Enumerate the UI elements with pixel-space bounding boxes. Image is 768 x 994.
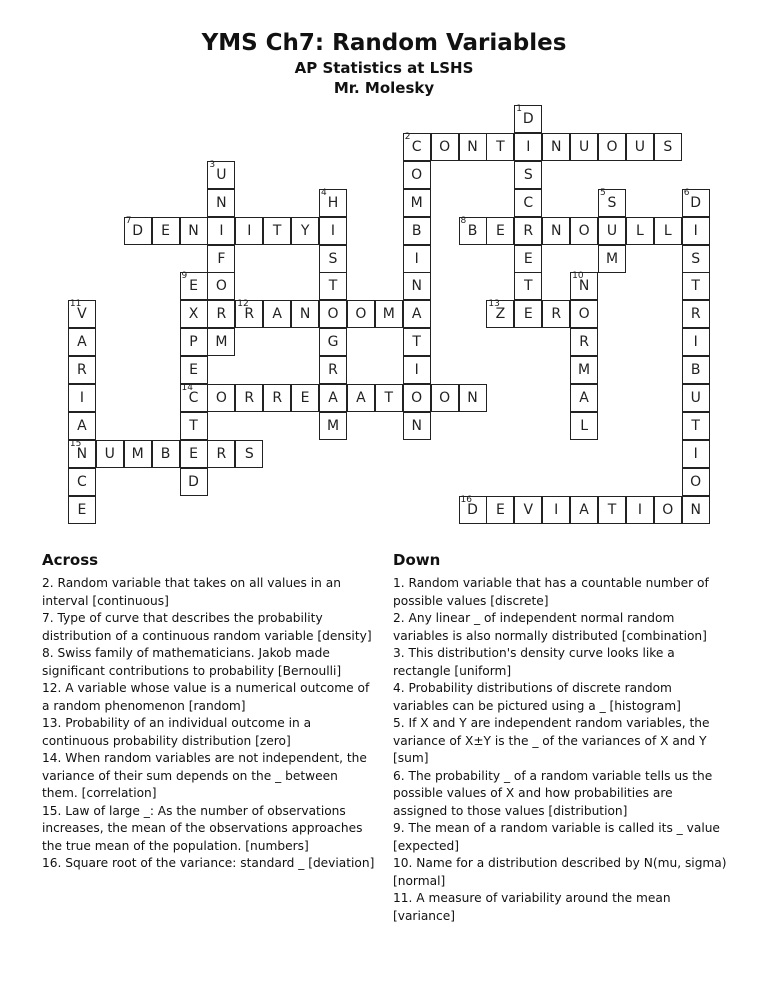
clue-number: 10 <box>572 271 584 282</box>
grid-cell[interactable] <box>459 496 487 524</box>
grid-cell[interactable] <box>682 412 710 440</box>
grid-cell[interactable] <box>96 440 124 468</box>
grid-cell[interactable] <box>403 161 431 189</box>
grid-cell[interactable] <box>598 245 626 273</box>
grid-cell[interactable] <box>459 217 487 245</box>
cell-letter: F <box>217 250 226 267</box>
grid-cell[interactable] <box>570 300 598 328</box>
grid-cell[interactable] <box>459 133 487 161</box>
grid-cell[interactable] <box>263 300 291 328</box>
cell-letter: N <box>550 222 562 239</box>
across-heading: Across <box>42 551 99 569</box>
cell-letter: B <box>411 222 422 239</box>
grid-cell[interactable] <box>180 356 208 384</box>
cell-letter: S <box>244 445 254 462</box>
grid-cell[interactable] <box>403 133 431 161</box>
grid-cell[interactable] <box>207 328 235 356</box>
grid-cell[interactable] <box>319 384 347 412</box>
grid-cell[interactable] <box>542 300 570 328</box>
cell-letter: I <box>693 222 698 239</box>
clue-number: 14 <box>181 383 193 393</box>
cell-letter: U <box>104 445 115 462</box>
grid-cell[interactable] <box>682 384 710 412</box>
cell-letter: V <box>77 306 87 323</box>
grid-cell[interactable] <box>124 217 152 245</box>
grid-cell[interactable] <box>486 300 514 328</box>
grid-cell[interactable] <box>263 384 291 412</box>
grid-cell[interactable] <box>207 161 235 189</box>
grid-cell[interactable] <box>486 133 514 161</box>
grid-cell[interactable] <box>682 328 710 356</box>
cell-letter: O <box>578 222 590 239</box>
grid-cell[interactable] <box>486 217 514 245</box>
grid-cell[interactable] <box>514 189 542 217</box>
cell-letter: C <box>77 473 87 490</box>
grid-cell[interactable] <box>68 300 96 328</box>
cell-letter: D <box>132 222 144 239</box>
grid-cell[interactable] <box>207 440 235 468</box>
cell-letter: G <box>327 334 339 351</box>
grid-cell[interactable] <box>403 384 431 412</box>
across-clue: 8. Swiss family of mathematicians. Jakob made significant contributions to probability [Bernoulli] <box>42 646 342 678</box>
cell-letter: V <box>523 501 534 518</box>
grid-cell[interactable] <box>180 217 208 245</box>
cell-letter: B <box>467 222 478 239</box>
cell-letter: I <box>247 222 252 239</box>
grid-cell[interactable] <box>459 384 487 412</box>
cell-letter: T <box>496 138 505 155</box>
cell-letter: U <box>690 390 701 406</box>
cell-letter: A <box>272 306 282 323</box>
down-clue: 10. Name for a distribution described by N(mu, sigma) [normal] <box>393 856 727 888</box>
grid-cell[interactable] <box>626 217 654 245</box>
grid-cell[interactable] <box>68 356 96 384</box>
across-clue: 13. Probability of an individual outcome in a continuous probability distribution [zero] <box>42 716 312 748</box>
grid-cell[interactable] <box>180 412 208 440</box>
grid-cell[interactable] <box>235 384 263 412</box>
grid-cell[interactable] <box>682 440 710 468</box>
grid-cell[interactable] <box>431 133 459 161</box>
grid-cell[interactable] <box>403 272 431 300</box>
across-clue-list <box>42 575 377 873</box>
cell-letter: R <box>216 306 227 323</box>
cell-letter: A <box>411 306 422 323</box>
cell-letter: D <box>467 501 478 518</box>
grid-cell[interactable] <box>180 328 208 356</box>
down-clue: 11. A measure of variability around the mean [variance] <box>393 891 671 923</box>
cell-letter: O <box>411 390 423 406</box>
cell-letter: E <box>161 222 171 239</box>
cell-letter: T <box>384 390 394 406</box>
across-clue: 15. Law of large _: As the number of observations increases, the mean of the observations approaches the true mean of the population. [numbers] <box>42 803 363 853</box>
grid-cell[interactable] <box>403 300 431 328</box>
grid-cell[interactable] <box>682 356 710 384</box>
cell-letter: R <box>523 222 534 239</box>
grid-cell[interactable] <box>207 272 235 300</box>
grid-cell[interactable] <box>570 328 598 356</box>
grid-cell[interactable] <box>626 496 654 524</box>
cell-letter: E <box>77 501 87 518</box>
grid-cell[interactable] <box>570 412 598 440</box>
page-title: YMS Ch7: Random Variables <box>201 30 567 56</box>
cell-letter: O <box>690 473 702 490</box>
grid-cell[interactable] <box>207 189 235 217</box>
cell-letter: O <box>606 138 618 155</box>
cell-letter: A <box>579 390 589 406</box>
grid-cell[interactable] <box>319 189 347 217</box>
grid-cell[interactable] <box>235 440 263 468</box>
author-name: Mr. Molesky <box>333 79 435 97</box>
grid-cell[interactable] <box>403 356 431 384</box>
grid-cell[interactable] <box>570 217 598 245</box>
grid-cell[interactable] <box>180 468 208 496</box>
grid-cell[interactable] <box>598 496 626 524</box>
cell-letter: M <box>578 362 591 379</box>
down-clue: 3. This distribution's density curve looks like a rectangle [uniform] <box>393 646 675 678</box>
grid-cell[interactable] <box>682 300 710 328</box>
cell-letter: B <box>690 362 701 379</box>
cell-letter: I <box>414 362 419 379</box>
grid-cell[interactable] <box>347 300 375 328</box>
cell-letter: N <box>578 278 590 295</box>
grid-cell[interactable] <box>682 189 710 217</box>
grid-cell[interactable] <box>570 356 598 384</box>
grid-cell[interactable] <box>235 217 263 245</box>
cell-letter: N <box>188 222 199 239</box>
cell-letter: M <box>410 194 423 211</box>
grid-cell[interactable] <box>291 300 319 328</box>
grid-cell[interactable] <box>319 300 347 328</box>
cell-letter: U <box>606 222 618 239</box>
down-clue: 6. The probability _ of a random variable tells us the possible values of X and how probabilities are assigned to those values [distribution] <box>393 768 713 818</box>
cell-letter: A <box>328 390 338 406</box>
grid-cell[interactable] <box>598 133 626 161</box>
cell-letter: I <box>526 138 531 155</box>
grid-cell[interactable] <box>180 272 208 300</box>
cell-letter: Y <box>300 222 310 239</box>
down-clue-list <box>393 575 728 925</box>
cell-letter: T <box>524 278 533 295</box>
cell-letter: N <box>299 306 311 323</box>
cell-letter: B <box>160 445 171 462</box>
grid-cell[interactable] <box>180 384 208 412</box>
cell-letter: O <box>215 390 227 406</box>
grid-cell[interactable] <box>124 440 152 468</box>
cell-letter: I <box>414 250 419 267</box>
grid-cell[interactable] <box>542 217 570 245</box>
grid-cell[interactable] <box>654 217 682 245</box>
cell-letter: T <box>691 278 700 295</box>
cell-letter: E <box>189 445 198 462</box>
grid-cell[interactable] <box>68 412 96 440</box>
cell-letter: M <box>131 445 144 462</box>
cell-letter: E <box>495 222 505 239</box>
cell-letter: L <box>635 222 644 239</box>
grid-cell[interactable] <box>403 245 431 273</box>
cell-letter: R <box>551 306 562 323</box>
down-heading: Down <box>393 551 441 569</box>
grid-cell[interactable] <box>152 440 180 468</box>
grid-cell[interactable] <box>598 217 626 245</box>
cell-letter: O <box>578 306 590 323</box>
grid-cell[interactable] <box>570 272 598 300</box>
across-clue: 14. When random variables are not independent, the variance of their sum depends on the _ between them. [correlation] <box>42 751 367 800</box>
grid-cell[interactable] <box>319 245 347 273</box>
cell-letter: C <box>188 390 199 406</box>
grid-cell[interactable] <box>207 384 235 412</box>
cell-letter: R <box>244 390 255 406</box>
cell-letter: N <box>467 138 478 155</box>
grid-cell[interactable] <box>514 245 542 273</box>
grid-cell[interactable] <box>319 272 347 300</box>
clue-number: 16 <box>460 494 472 505</box>
down-clue: 5. If X and Y are independent random variables, the variance of X±Y is the _ of the variances of X and Y [sum] <box>393 716 710 765</box>
across-clue: 2. Random variable that takes on all values in an interval [continuous] <box>42 576 341 608</box>
grid-cell[interactable] <box>235 300 263 328</box>
cell-letter: E <box>523 250 533 267</box>
grid-cell[interactable] <box>319 217 347 245</box>
cell-letter: R <box>244 306 255 323</box>
cell-letter: O <box>215 278 227 295</box>
cell-letter: A <box>77 334 87 351</box>
grid-cell[interactable] <box>68 328 96 356</box>
down-clue: 4. Probability distributions of discrete random variables can be pictured using a _ [histogram] <box>393 681 681 713</box>
cell-letter: A <box>579 501 589 518</box>
cell-letter: N <box>411 278 422 295</box>
grid-cell[interactable] <box>598 189 626 217</box>
cell-letter: X <box>188 306 199 323</box>
cell-letter: R <box>579 334 589 351</box>
grid-cell[interactable] <box>682 468 710 496</box>
cell-letter: T <box>328 278 338 295</box>
cell-letter: T <box>691 417 700 434</box>
clue-number: 6 <box>683 187 690 198</box>
grid-cell[interactable] <box>207 217 235 245</box>
cell-letter: T <box>412 334 421 351</box>
grid-cell[interactable] <box>207 245 235 273</box>
clue-number: 15 <box>69 438 82 449</box>
cell-letter: R <box>272 390 283 406</box>
grid-cell[interactable] <box>682 496 710 524</box>
grid-cell[interactable] <box>403 328 431 356</box>
grid-cell[interactable] <box>431 384 459 412</box>
cell-letter: D <box>690 194 702 211</box>
cell-letter: O <box>662 501 674 518</box>
grid-cell[interactable] <box>542 496 570 524</box>
cell-letter: O <box>411 166 423 183</box>
cell-letter: N <box>690 501 701 518</box>
cell-letter: C <box>411 138 422 155</box>
grid-cell[interactable] <box>682 217 710 245</box>
down-clues <box>393 551 728 925</box>
cell-letter: S <box>523 166 533 183</box>
clue-number: 4 <box>321 187 327 198</box>
cell-letter: N <box>216 194 227 211</box>
grid-cell[interactable] <box>68 496 96 524</box>
cell-letter: E <box>189 362 198 379</box>
grid-cell[interactable] <box>319 412 347 440</box>
cell-letter: M <box>215 334 228 351</box>
cell-letter: N <box>411 417 422 434</box>
grid-cell[interactable] <box>570 496 598 524</box>
across-clue: 16. Square root of the variance: standard _ [deviation] <box>42 856 375 870</box>
cell-letter: E <box>300 390 310 406</box>
cell-letter: O <box>439 138 451 155</box>
cell-letter: E <box>189 278 198 295</box>
clue-number: 12 <box>237 299 249 310</box>
grid-cell[interactable] <box>319 356 347 384</box>
grid-cell[interactable] <box>291 217 319 245</box>
cell-letter: T <box>607 501 617 518</box>
down-clue: 9. The mean of a random variable is called its _ value [expected] <box>393 821 720 853</box>
grid-cell[interactable] <box>152 217 180 245</box>
grid-cell[interactable] <box>654 496 682 524</box>
cell-letter: R <box>690 306 701 323</box>
grid-cell[interactable] <box>403 412 431 440</box>
cell-letter: C <box>523 194 534 211</box>
cell-letter: S <box>328 250 338 267</box>
grid-cell[interactable] <box>542 133 570 161</box>
grid-cell[interactable] <box>514 133 542 161</box>
clue-number: 2 <box>404 131 411 142</box>
clue-number: 13 <box>488 299 500 310</box>
grid-cell[interactable] <box>514 272 542 300</box>
grid-cell[interactable] <box>654 133 682 161</box>
grid-cell[interactable] <box>291 384 319 412</box>
cell-letter: A <box>77 417 87 434</box>
cell-letter: E <box>523 306 533 323</box>
cell-letter: R <box>216 445 227 462</box>
page-subtitle: AP Statistics at LSHS <box>294 59 474 77</box>
grid-cell[interactable] <box>375 384 403 412</box>
cell-letter: O <box>439 390 451 406</box>
cell-letter: P <box>189 334 198 351</box>
clue-number: 11 <box>69 299 82 310</box>
cell-letter: U <box>216 166 227 183</box>
cell-letter: T <box>272 222 282 239</box>
grid-cell[interactable] <box>626 133 654 161</box>
grid-cell[interactable] <box>514 105 542 133</box>
grid-cell[interactable] <box>180 300 208 328</box>
grid-cell[interactable] <box>68 468 96 496</box>
across-clues <box>42 551 377 873</box>
cell-letter: A <box>356 390 366 406</box>
cell-letter: S <box>607 194 617 211</box>
cell-letter: O <box>327 306 339 323</box>
cell-letter: N <box>467 390 478 406</box>
grid-cell[interactable] <box>570 133 598 161</box>
down-clue: 1. Random variable that has a countable number of possible values [discrete] <box>393 576 709 608</box>
grid-cell[interactable] <box>207 300 235 328</box>
cell-letter: Z <box>495 306 506 323</box>
cell-letter: U <box>634 138 646 155</box>
cell-letter: N <box>76 445 88 462</box>
clue-number: 5 <box>600 187 606 198</box>
cell-letter: S <box>663 138 673 155</box>
cell-letter: U <box>578 138 590 155</box>
cell-letter: D <box>522 111 534 127</box>
across-clue: 7. Type of curve that describes the probability distribution of a continuous random variable [density] <box>42 611 372 643</box>
clue-number: 3 <box>209 159 216 170</box>
cell-letter: M <box>382 306 395 323</box>
cell-letter: S <box>691 250 701 267</box>
grid-cell[interactable] <box>403 217 431 245</box>
grid-cell[interactable] <box>403 189 431 217</box>
clue-number: 8 <box>460 215 467 226</box>
cell-letter: R <box>328 362 338 379</box>
cell-letter: I <box>693 445 698 462</box>
cell-letter: I <box>330 222 336 239</box>
grid-cell[interactable] <box>319 328 347 356</box>
grid-cell[interactable] <box>263 217 291 245</box>
grid-cell[interactable] <box>375 300 403 328</box>
clue-number: 1 <box>516 104 523 114</box>
cell-letter: I <box>79 390 84 406</box>
cell-letter: N <box>550 138 562 155</box>
clue-number: 9 <box>181 271 188 282</box>
cell-letter: R <box>77 362 87 379</box>
grid-cell[interactable] <box>68 440 96 468</box>
cell-letter: M <box>326 417 340 434</box>
cell-letter: H <box>327 194 339 211</box>
cell-letter: O <box>355 306 367 323</box>
across-clue: 12. A variable whose value is a numerical outcome of a random phenomenon [random] <box>42 681 370 713</box>
cell-letter: I <box>637 501 642 518</box>
grid-cell[interactable] <box>514 300 542 328</box>
grid-cell[interactable] <box>682 272 710 300</box>
grid-cell[interactable] <box>180 440 208 468</box>
grid-cell[interactable] <box>514 217 542 245</box>
cell-letter: E <box>495 501 505 518</box>
grid-cell[interactable] <box>682 245 710 273</box>
cell-letter: I <box>554 501 559 518</box>
clue-number: 7 <box>125 215 132 226</box>
grid-cell[interactable] <box>68 384 96 412</box>
cell-letter: M <box>605 250 619 267</box>
grid-cell[interactable] <box>570 384 598 412</box>
grid-cell[interactable] <box>514 161 542 189</box>
cell-letter: T <box>189 417 198 434</box>
cell-letter: L <box>663 222 672 239</box>
cell-letter: D <box>188 473 199 490</box>
cell-letter: I <box>693 334 698 351</box>
grid-cell[interactable] <box>347 384 375 412</box>
down-clue: 2. Any linear _ of independent normal random variables is also normally distributed [combination] <box>393 611 707 643</box>
cell-letter: L <box>580 417 588 434</box>
grid-cell[interactable] <box>514 496 542 524</box>
cell-letter: I <box>219 222 224 239</box>
grid-cell[interactable] <box>486 496 514 524</box>
